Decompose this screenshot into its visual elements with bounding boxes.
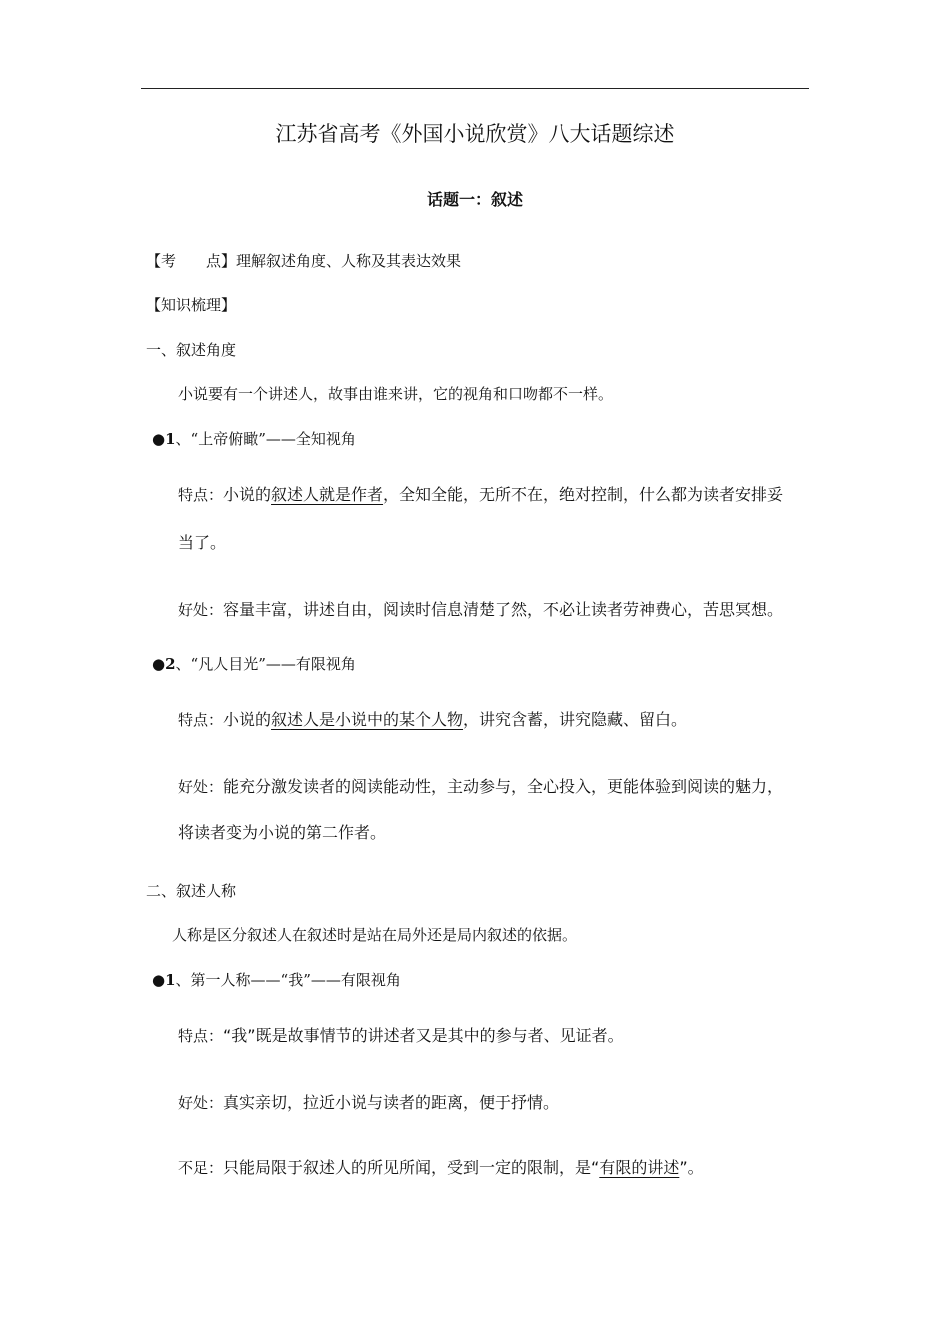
section1-intro: 小说要有一个讲述人，故事由谁来讲，它的视角和口吻都不一样。 xyxy=(178,385,614,403)
s1-item2-benefit-cont: 将读者变为小说的第二作者。 xyxy=(178,823,387,842)
s2-item1-limit: 不足：只能局限于叙述人的所见所闻，受到一定的限制，是“有限的讲述”。 xyxy=(178,1158,704,1177)
bullet-icon: ●1 xyxy=(152,971,176,989)
kaodian-line xyxy=(146,254,461,269)
kaodian-label: 【考 点】 xyxy=(146,252,237,270)
bullet-icon: ●1 xyxy=(152,430,176,448)
s2-item1-feature: 特点：“我”既是故事情节的讲述者又是其中的参与者、见证者。 xyxy=(178,1026,624,1045)
s1-item1-feature-cont: 当了。 xyxy=(178,533,227,552)
document-title: 江苏省高考《外国小说欣赏》八大话题综述 xyxy=(275,122,675,146)
bullet-icon: ●2 xyxy=(152,655,176,673)
s1-item1-title: ●1、“上帝俯瞰”——全知视角 xyxy=(152,430,356,448)
section2-heading: 二、叙述人称 xyxy=(146,882,237,900)
s2-item1-benefit: 好处：真实亲切，拉近小说与读者的距离，便于抒情。 xyxy=(178,1093,560,1112)
s1-item2-feature: 特点：小说的叙述人是小说中的某个人物，讲究含蓄，讲究隐藏、留白。 xyxy=(178,710,688,729)
underline-emphasis: 叙述人是小说中的某个人物 xyxy=(271,710,464,729)
section1-heading: 一、叙述角度 xyxy=(146,341,237,359)
header-rule xyxy=(141,88,809,89)
underline-emphasis: 有限的讲述 xyxy=(599,1158,680,1177)
knowledge-label: 【知识梳理】 xyxy=(146,296,237,314)
topic-heading: 话题一：叙述 xyxy=(426,190,523,209)
section2-intro: 人称是区分叙述人在叙述时是站在局外还是局内叙述的依据。 xyxy=(172,926,578,944)
s1-item1-benefit: 好处：容量丰富，讲述自由，阅读时信息清楚了然，不必让读者劳神费心，苦思冥想。 xyxy=(178,600,784,619)
s1-item1-feature: 特点：小说的叙述人就是作者，全知全能，无所不在，绝对控制，什么都为读者安排妥 xyxy=(178,485,784,504)
kaodian-text: 理解叙述角度、人称及其表达效果 xyxy=(236,252,462,270)
s1-item2-title: ●2、“凡人目光”——有限视角 xyxy=(152,655,356,673)
underline-emphasis: 叙述人就是作者 xyxy=(271,485,384,504)
s1-item2-benefit: 好处：能充分激发读者的阅读能动性，主动参与，全心投入，更能体验到阅读的魅力， xyxy=(178,777,784,796)
s2-item1-title: ●1、第一人称——“我”——有限视角 xyxy=(152,971,401,989)
